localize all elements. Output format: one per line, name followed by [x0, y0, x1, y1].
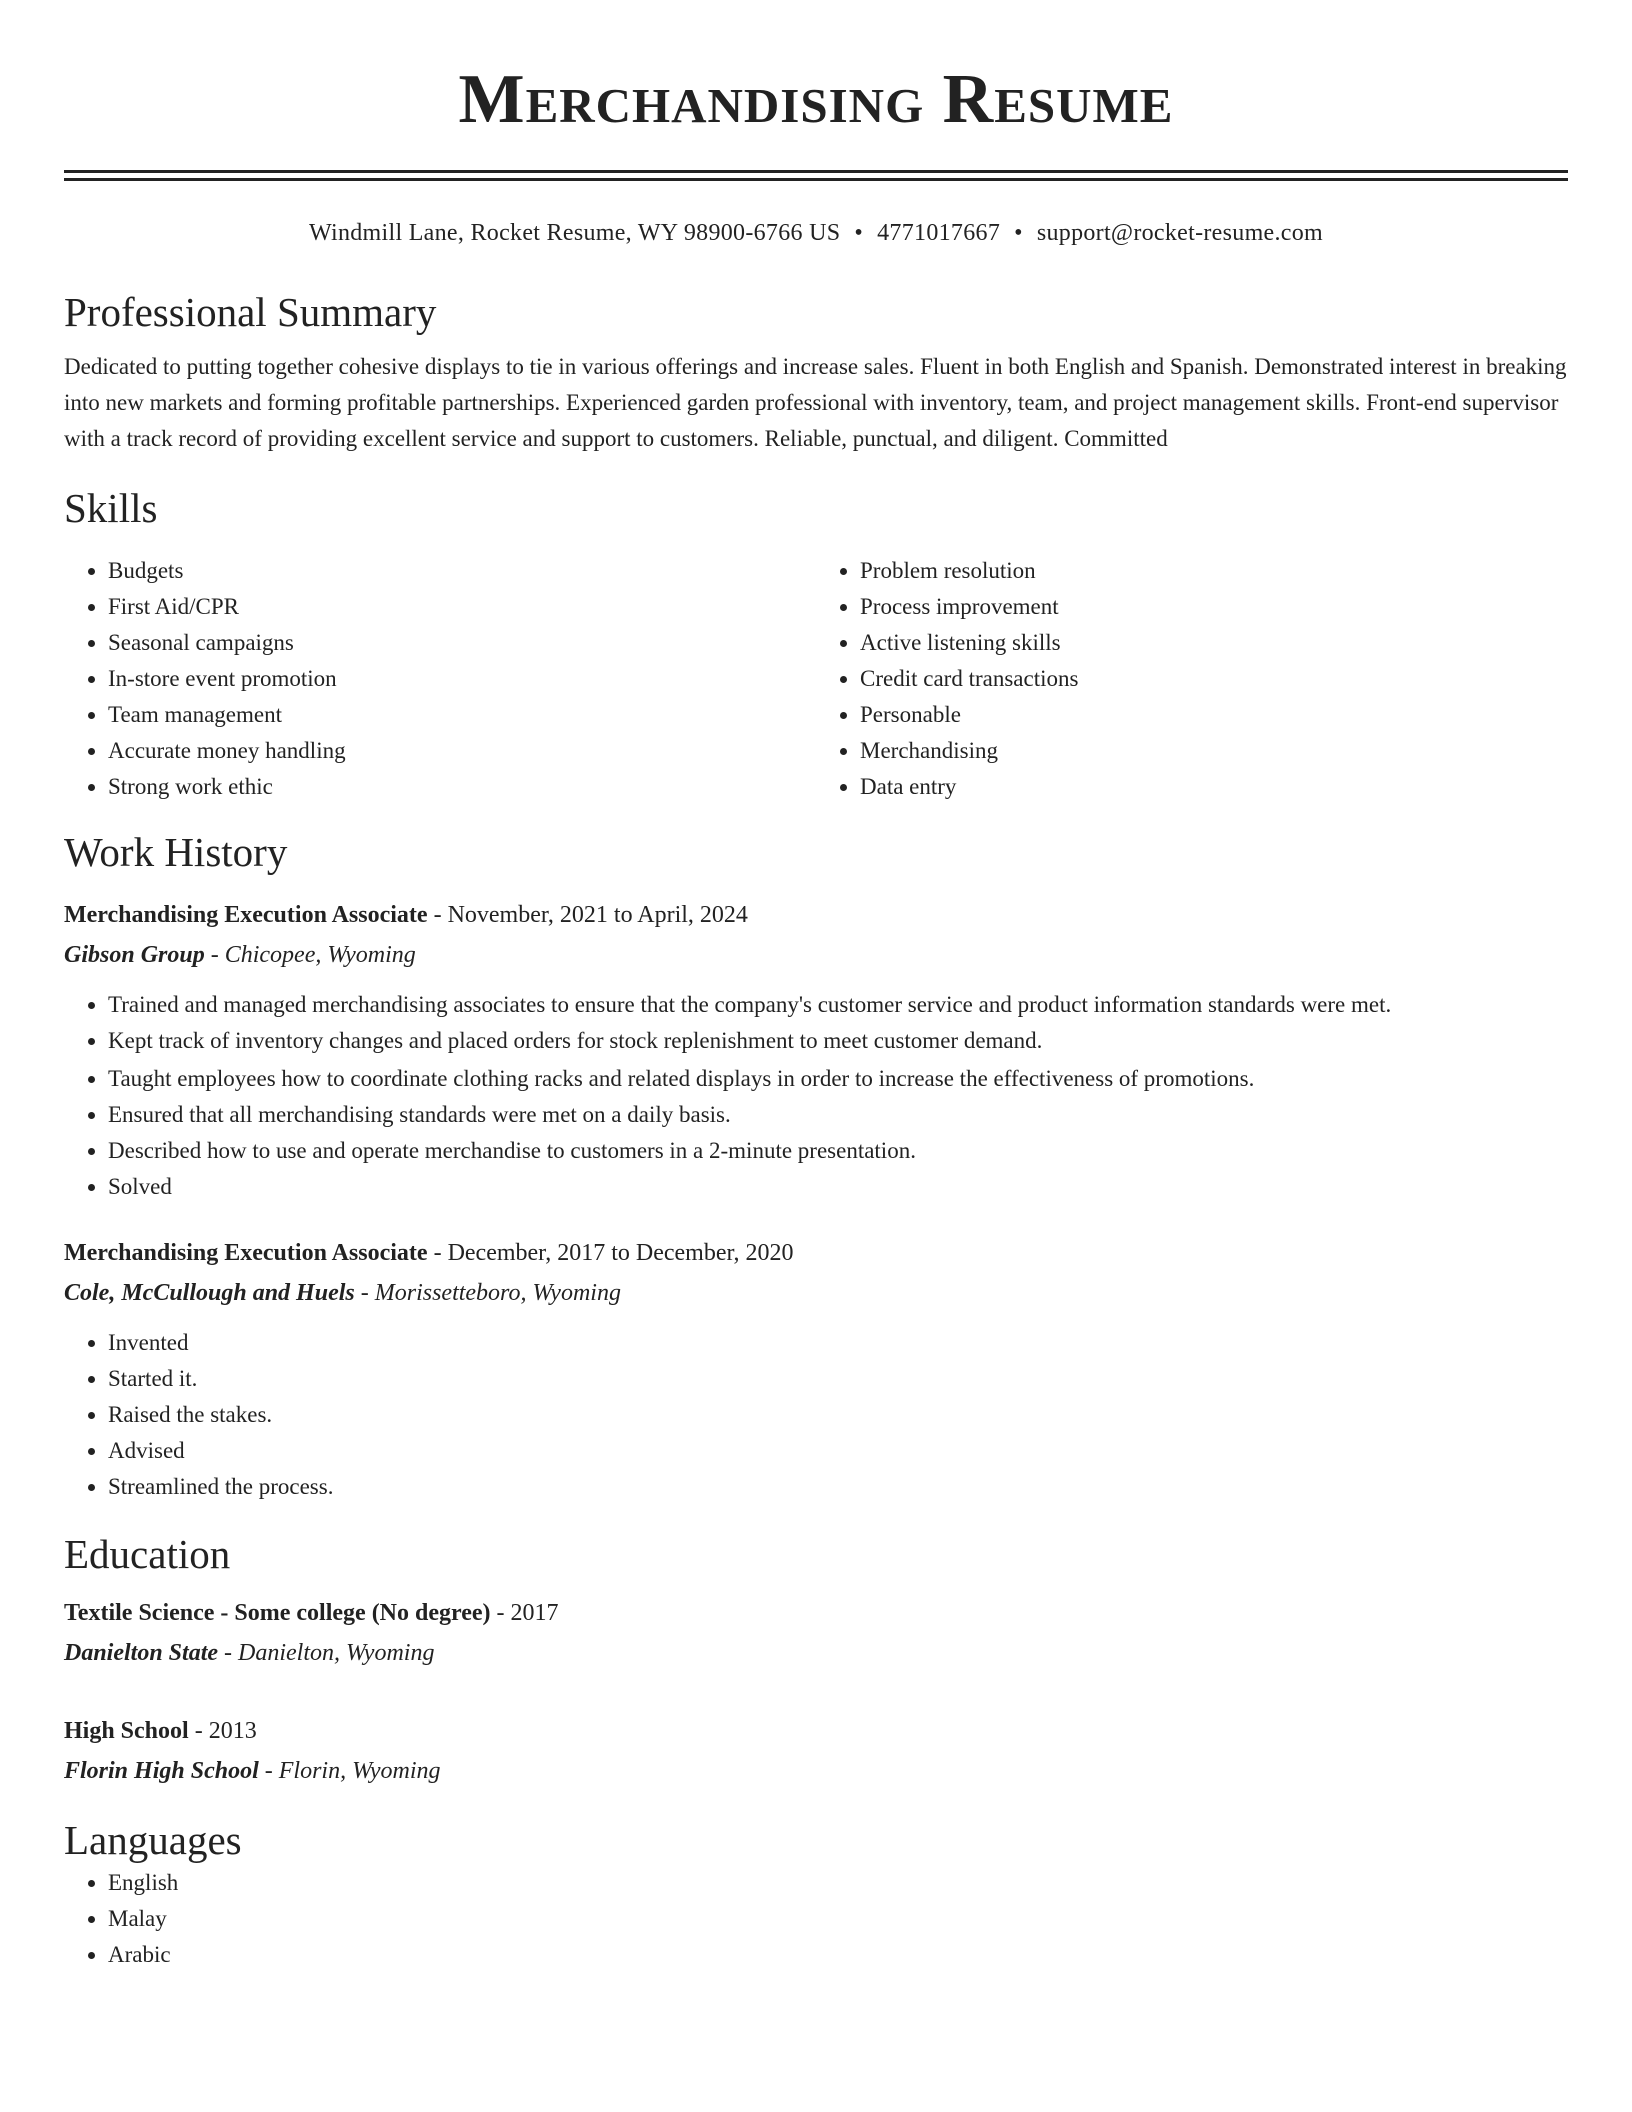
job-bullet: • Described how to use and operate merchandise to customers in a 2-minute presentation. — [108, 1133, 1568, 1169]
skill-item: • Team management — [108, 697, 816, 733]
education-school-line: Florin High School - Florin, Wyoming — [64, 1758, 441, 1784]
job-entry — [64, 895, 1568, 1205]
skill-item: • Strong work ethic — [108, 769, 816, 805]
job-bullet: • Raised the stakes. — [108, 1397, 1568, 1433]
education-entry — [64, 1711, 1568, 1791]
job-employer: Cole, McCullough and Huels - Morissetteboro, Wyoming — [64, 1280, 621, 1306]
education-location: Danielton, Wyoming — [238, 1640, 435, 1666]
skills-right-list — [816, 553, 1568, 805]
skill-item: • Problem resolution — [860, 553, 1568, 589]
education-header: High School - 2013 — [64, 1718, 257, 1744]
job-bullet: • Taught employees how to coordinate clothing racks and related displays in order to increase the effectiveness of promotions. — [108, 1061, 1568, 1097]
summary-heading: Professional Summary — [64, 289, 437, 335]
language-item: • Arabic — [108, 1937, 1568, 1973]
job-company: Gibson Group — [64, 942, 205, 968]
skill-item: • Credit card transactions — [860, 661, 1568, 697]
education-header: Textile Science - Some college (No degree) - 2017 — [64, 1600, 559, 1626]
job-bullet: • Kept track of inventory changes and placed orders for stock replenishment to meet customer demand. — [108, 1023, 1568, 1059]
job-company: Cole, McCullough and Huels — [64, 1280, 355, 1306]
skill-item: • Seasonal campaigns — [108, 625, 816, 661]
language-item: • English — [108, 1865, 1568, 1901]
education-year: 2013 — [208, 1718, 257, 1744]
job-bullet: • Invented — [108, 1325, 1568, 1361]
education-school: Danielton State — [64, 1640, 219, 1666]
title-double-rule — [64, 170, 1568, 181]
job-dates: December, 2017 to December, 2020 — [447, 1240, 794, 1266]
contact-phone: 4771017667 — [877, 220, 1001, 246]
job-bullet: • Trained and managed merchandising associates to ensure that the company's customer service and product information standards were met. — [108, 987, 1568, 1023]
skill-item: • Active listening skills — [860, 625, 1568, 661]
job-dates: November, 2021 to April, 2024 — [447, 902, 748, 928]
job-location: Morissetteboro, Wyoming — [374, 1280, 621, 1306]
education-location: Florin, Wyoming — [278, 1758, 441, 1784]
job-bullet: • Ensured that all merchandising standards were met on a daily basis. — [108, 1097, 1568, 1133]
contact-separator: • — [1014, 220, 1023, 246]
education-heading: Education — [64, 1531, 231, 1577]
skills-heading: Skills — [64, 485, 158, 531]
skills-left-list — [64, 553, 816, 805]
skill-item: • Data entry — [860, 769, 1568, 805]
skill-item: • Personable — [860, 697, 1568, 733]
job-bullet: • Solved — [108, 1169, 1568, 1205]
education-school: Florin High School — [64, 1758, 259, 1784]
contact-separator: • — [854, 220, 864, 246]
languages-list — [64, 1865, 1568, 1973]
language-item: • Malay — [108, 1901, 1568, 1937]
job-bullet-list — [64, 987, 1568, 1205]
job-entry — [64, 1233, 1568, 1505]
contact-email: support@rocket-resume.com — [1036, 220, 1324, 246]
education-degree: High School — [64, 1718, 189, 1744]
education-year: 2017 — [510, 1600, 559, 1626]
contact-line — [64, 217, 1568, 249]
job-header: Merchandising Execution Associate - December, 2017 to December, 2020 — [64, 1240, 794, 1266]
skill-item: • In-store event promotion — [108, 661, 816, 697]
education-entry — [64, 1593, 1568, 1673]
skill-item: • Merchandising — [860, 733, 1568, 769]
job-title: Merchandising Execution Associate — [64, 1240, 428, 1266]
job-bullet: • Streamlined the process. — [108, 1469, 1568, 1505]
skill-item: • First Aid/CPR — [108, 589, 816, 625]
job-bullet: • Advised — [108, 1433, 1568, 1469]
job-location: Chicopee, Wyoming — [224, 942, 416, 968]
education-school-line: Danielton State - Danielton, Wyoming — [64, 1640, 435, 1666]
skills-columns — [64, 553, 1568, 805]
skill-item: • Process improvement — [860, 589, 1568, 625]
job-title: Merchandising Execution Associate — [64, 902, 428, 928]
contact-address: Windmill Lane, Rocket Resume, WY 98900-6766 US — [308, 220, 841, 246]
skill-item: • Accurate money handling — [108, 733, 816, 769]
job-employer: Gibson Group - Chicopee, Wyoming — [64, 942, 416, 968]
education-degree: Textile Science - Some college (No degree) — [64, 1600, 491, 1626]
job-header: Merchandising Execution Associate - November, 2021 to April, 2024 — [64, 902, 748, 928]
languages-heading: Languages — [64, 1817, 242, 1863]
resume-title: Merchandising Resume — [458, 61, 1174, 138]
work-history-heading: Work History — [64, 829, 288, 875]
summary-text: Dedicated to putting together cohesive displays to tie in various offerings and increase sales. Fluent in both English and Spanish. Demonstrated interest in breaking into new markets and forming profitable partnerships. Experienced garden professional with inventory, team, and project management skills. Front-end supervisor with a track record of providing excellent service and support to customers. Reliable, punctual, and diligent. Committed — [64, 354, 1567, 451]
job-bullet-list — [64, 1325, 1568, 1505]
job-bullet: • Started it. — [108, 1361, 1568, 1397]
skill-item: • Budgets — [108, 553, 816, 589]
